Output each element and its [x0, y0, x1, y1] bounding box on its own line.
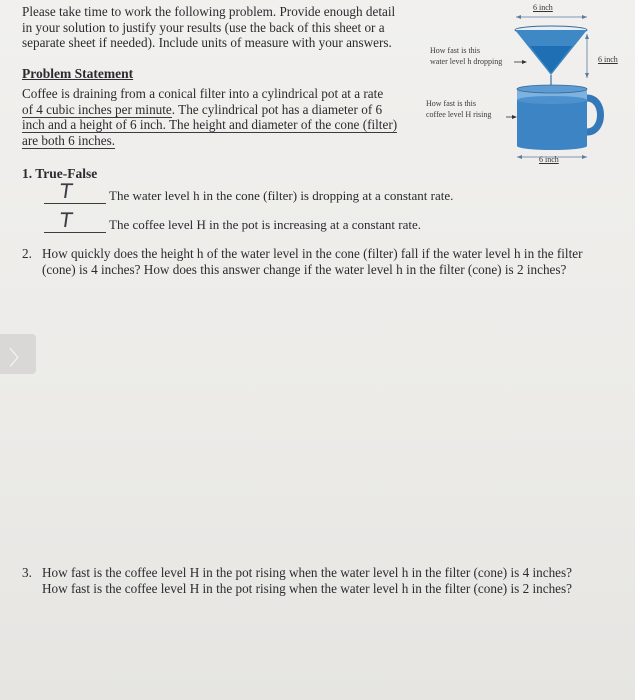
answer-blank[interactable]	[44, 208, 106, 233]
instructions-line: Please take time to work the following problem. Provide enough detail	[22, 4, 396, 19]
cone-rate-label	[430, 45, 502, 67]
question-number: 2.	[22, 246, 32, 261]
underlined-cone-size: . The height and diameter of the cone (filter)	[162, 117, 398, 132]
question-number: 3.	[22, 565, 32, 580]
top-dimension-label: 6 inch	[533, 3, 553, 12]
question-text: How fast is the coffee level H in the pot rising when the water level h in the filter (cone) is 2 inches?	[42, 580, 573, 596]
answer-blank[interactable]	[44, 179, 106, 204]
question-3	[22, 565, 572, 596]
instructions-line: in your solution to justify your results (use the back of this sheet or a	[22, 19, 385, 35]
cone-rate-line: How fast is this	[430, 46, 480, 55]
next-page-tab[interactable]	[0, 334, 36, 374]
true-false-statement: The water level h in the cone (filter) is dropping at a constant rate.	[109, 188, 454, 203]
pot-rate-line: How fast is this	[426, 99, 476, 108]
handwritten-answer: T	[58, 179, 74, 203]
problem-line	[22, 133, 397, 149]
problem-statement	[22, 86, 397, 148]
chevron-right-icon: 〉	[9, 346, 29, 370]
cone-rate-line: water level h dropping	[430, 57, 503, 66]
problem-line	[22, 117, 397, 133]
true-false-item	[44, 179, 454, 204]
diagram-graphic	[420, 0, 635, 170]
question-text: (cone) is 4 inches? How does this answer change if the water level h in the filter (cone) is 2 inches?	[42, 261, 567, 277]
underlined-rate: of 4 cubic inches per minute	[22, 101, 172, 117]
handwritten-answer: T	[58, 208, 74, 232]
underlined-cone-dims: are both 6 inches.	[22, 132, 116, 148]
pot-rate-line: coffee level H rising	[426, 110, 492, 119]
bottom-dimension-label: 6 inch	[539, 155, 559, 164]
true-false-item	[44, 208, 422, 233]
question-text: How fast is the coffee level H in the pot rising when the water level h in the filter (cone) is 4 inches?	[42, 565, 573, 580]
question-2	[22, 246, 583, 277]
problem-heading: Problem Statement	[22, 66, 134, 81]
problem-line	[22, 102, 397, 118]
pot-rate-label	[426, 98, 491, 120]
instructions	[22, 4, 395, 51]
true-false-title: 1. True-False	[22, 166, 98, 181]
true-false-statement: The coffee level H in the pot is increasing at a constant rate.	[109, 217, 422, 232]
problem-text: . The cylindrical pot has a diameter of 6	[171, 101, 383, 117]
question-text: How quickly does the height h of the water level in the cone (filter) fall if the water level h in the filter	[42, 246, 583, 261]
problem-line: Coffee is draining from a conical filter into a cylindrical pot at a rate	[22, 86, 384, 101]
right-dimension-label: 6 inch	[598, 55, 618, 64]
instructions-line: separate sheet if needed). Include units of measure with your answers.	[22, 35, 392, 50]
underlined-pot-size: inch and a height of 6 inch	[22, 117, 163, 132]
coffee-filter-diagram	[420, 0, 635, 170]
